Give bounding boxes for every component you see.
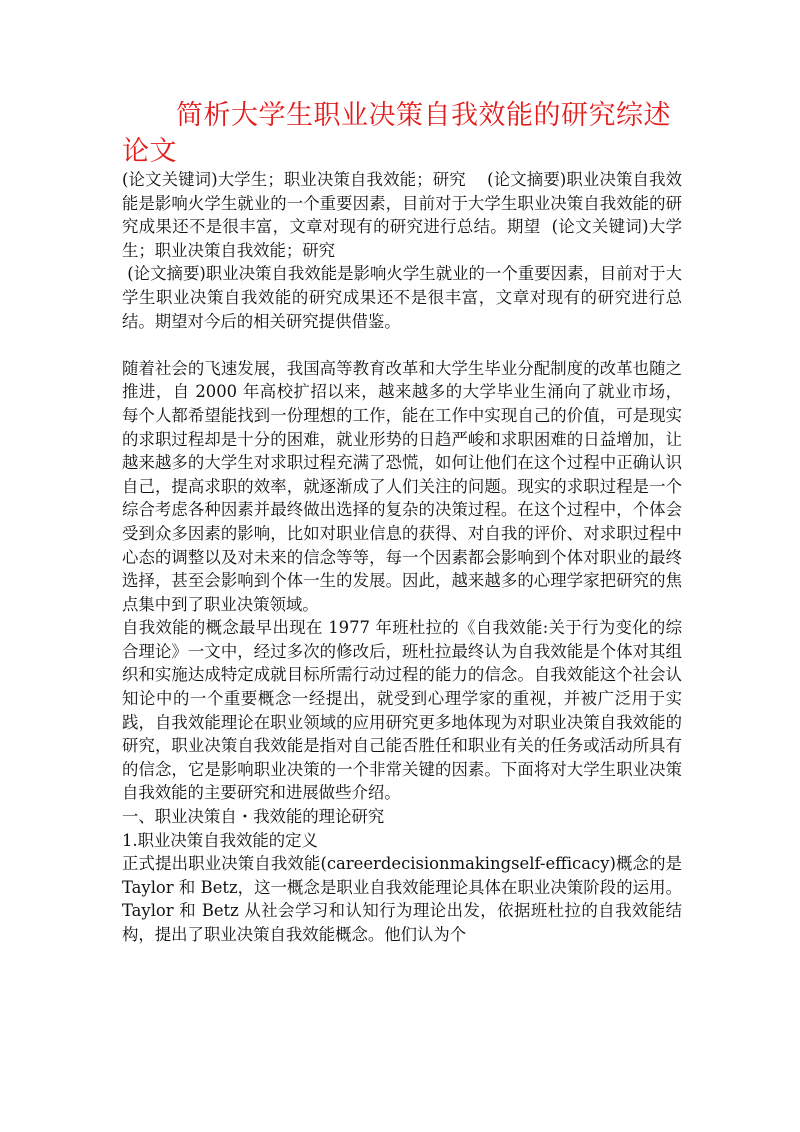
- document-body: [122, 168, 688, 947]
- body-paragraph-2: 自我效能的概念最早出现在 1977 年班杜拉的《自我效能:关于行为变化的综合理论》一文中，经过多次的修改后，班杜拉最终认为自我效能是个体对其组织和实施达成特定成就目标所需行动过程的能力的信念。自我效能这个社会认知论中的一个重要概念一经提出，就受到心理学家的重视，并被广泛用于实践，自我效能理论在职业领域的应用研究更多地体现为对职业决策自我效能的研究，职业决策自我效能是指对自己能否胜任和职业有关的任务或活动所具有的信念，它是影响职业决策的一个非常关键的因素。下面将对大学生职业决策自我效能的主要研究和进展做些介绍。: [122, 618, 682, 803]
- document-title: 简析大学生职业决策自我效能的研究综述论文: [122, 100, 671, 167]
- body-paragraph-1: 随着社会的飞速发展，我国高等教育改革和大学生毕业分配制度的改革也随之推进，自 2000 年高校扩招以来，越来越多的大学毕业生涌向了就业市场，每个人都希望能找到一份理想的工作，能在工作中实现自己的价值，可是现实的求职过程却是十分的困难，就业形势的日趋严峻和求职困难的日益增加，让越来越多的大学生对求职过程充满了恐慌，如何让他们在这个过程中正确认识自己，提高求职的效率，就逐渐成了人们关注的问题。现实的求职过程是一个综合考虑各种因素并最终做出选择的复杂的决策过程。在这个过程中，个体会受到众多因素的影响，比如对职业信息的获得、对自我的评价、对求职过程中心态的调整以及对未来的信念等等，每一个因素都会影响到个体对职业的最终选择，甚至会影响到个体一生的发展。因此，越来越多的心理学家把研究的焦点集中到了职业决策领域。: [122, 358, 682, 614]
- paragraph-spacer: [122, 333, 682, 357]
- keywords-intro-paragraph: (论文关键词)大学生；职业决策自我效能；研究 (论文摘要)职业决策自我效能是影响火学生就业的一个重要因素，目前对于大学生职业决策自我效能的研究成果还不是很丰富，文章对现有的研究进行总结。期望 (论文关键词)大学生；职业决策自我效能；研究: [122, 170, 682, 260]
- body-paragraph-3: 正式提出职业决策自我效能(careerdecisionmakingself-efficacy)概念的是 Taylor 和 Betz，这一概念是职业自我效能理论具体在职业决策阶段的运用。Taylor 和 Betz 从社会学习和认知行为理论出发，依据班杜拉的自我效能结构，提出了职业决策自我效能概念。他们认为个: [122, 854, 688, 944]
- abstract-paragraph: (论文摘要)职业决策自我效能是影响火学生就业的一个重要因素，目前对于大学生职业决策自我效能的研究成果还不是很丰富，文章对现有的研究进行总结。期望对今后的相关研究提供借鉴。: [122, 264, 682, 331]
- section-heading: 一、职业决策自・我效能的理论研究: [122, 807, 385, 827]
- subsection-heading: 1.职业决策自我效能的定义: [122, 830, 318, 850]
